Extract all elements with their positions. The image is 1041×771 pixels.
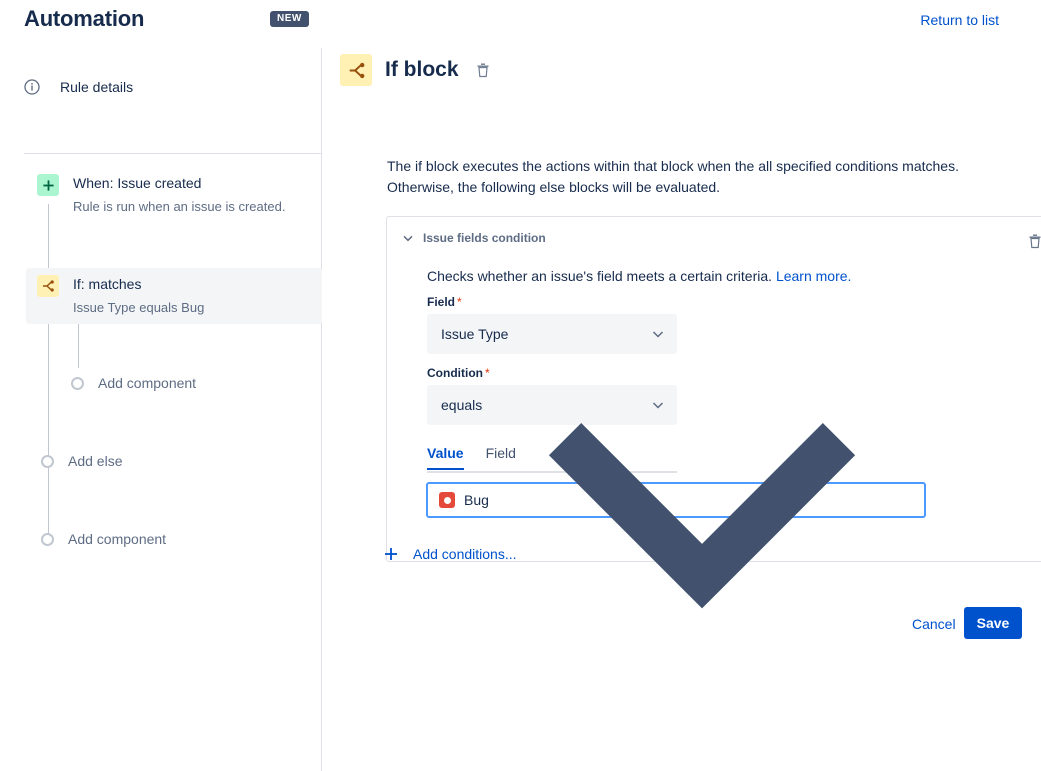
new-badge: NEW [270,11,309,27]
condition-description-text: Checks whether an issue's field meets a certain criteria. [427,268,773,284]
trash-icon[interactable] [1028,233,1041,249]
trash-icon[interactable] [476,62,490,78]
required-marker: * [457,295,462,309]
sidebar-add-else[interactable] [41,453,122,469]
add-component-label: Add component [68,531,167,547]
condition-select-value: equals [441,397,483,413]
tab-field[interactable]: Field [485,445,516,461]
add-conditions-button[interactable] [384,546,517,562]
condition-collapse-toggle[interactable] [402,231,546,245]
learn-more-link[interactable]: Learn more. [775,268,852,284]
issue-fields-condition-card [386,216,1041,562]
page-title: Automation [24,6,145,31]
rule-tree-panel [0,48,322,771]
plus-icon [37,174,59,196]
add-component-label: Add component [98,375,197,391]
if-block-icon [340,54,372,86]
sidebar-item-rule-details[interactable] [24,66,322,108]
add-conditions-label: Add conditions... [413,546,517,562]
block-detail-panel [322,48,1041,771]
if-block-glyph [41,279,55,293]
plus-glyph [42,179,55,192]
rule-details-label: Rule details [60,79,134,95]
field-label [427,295,462,309]
info-icon [24,79,40,95]
tree-connector-line [48,204,49,539]
if-node-text [73,275,204,317]
circle-outline-icon [71,377,84,390]
sidebar-item-when-issue-created[interactable] [37,174,322,216]
condition-label [427,366,490,380]
sidebar-divider [24,153,322,154]
bug-issue-type-icon [439,492,455,508]
value-select[interactable] [426,482,926,518]
save-button[interactable]: Save [964,607,1022,639]
if-node-subtitle: Issue Type equals Bug [73,300,205,315]
block-description: The if block executes the actions within that block when the all specified conditions matches. Otherwise, the following else blocks will be evaluated. [387,158,959,195]
block-title: If block [385,58,459,81]
condition-label-text: Condition [427,366,483,380]
tab-value[interactable]: Value [427,445,464,468]
if-node-title: If: matches [73,276,142,292]
if-block-icon [37,275,59,297]
when-node-text [73,174,285,216]
sidebar-add-component-nested[interactable] [71,375,196,391]
plus-icon [384,547,398,561]
circle-outline-icon [41,455,54,468]
sidebar-item-if-matches[interactable] [26,268,322,324]
block-header [340,54,490,86]
circle-outline-icon [41,533,54,546]
chevron-down-icon [489,287,915,713]
cancel-button[interactable]: Cancel [904,610,964,638]
return-to-list-link[interactable]: Return to list [920,12,999,28]
chevron-down-icon [402,232,414,244]
condition-description [427,266,851,286]
condition-header-label: Issue fields condition [423,231,546,245]
field-label-text: Field [427,295,456,309]
when-node-title: When: Issue created [73,175,202,191]
field-select-value: Issue Type [441,326,509,342]
add-else-label: Add else [68,453,123,469]
if-block-glyph [347,61,366,80]
sidebar-add-component-root[interactable] [41,531,166,547]
when-node-subtitle: Rule is run when an issue is created. [73,199,286,214]
required-marker: * [484,366,490,380]
tree-branch-stub [78,320,79,368]
value-select-value: Bug [464,492,489,508]
